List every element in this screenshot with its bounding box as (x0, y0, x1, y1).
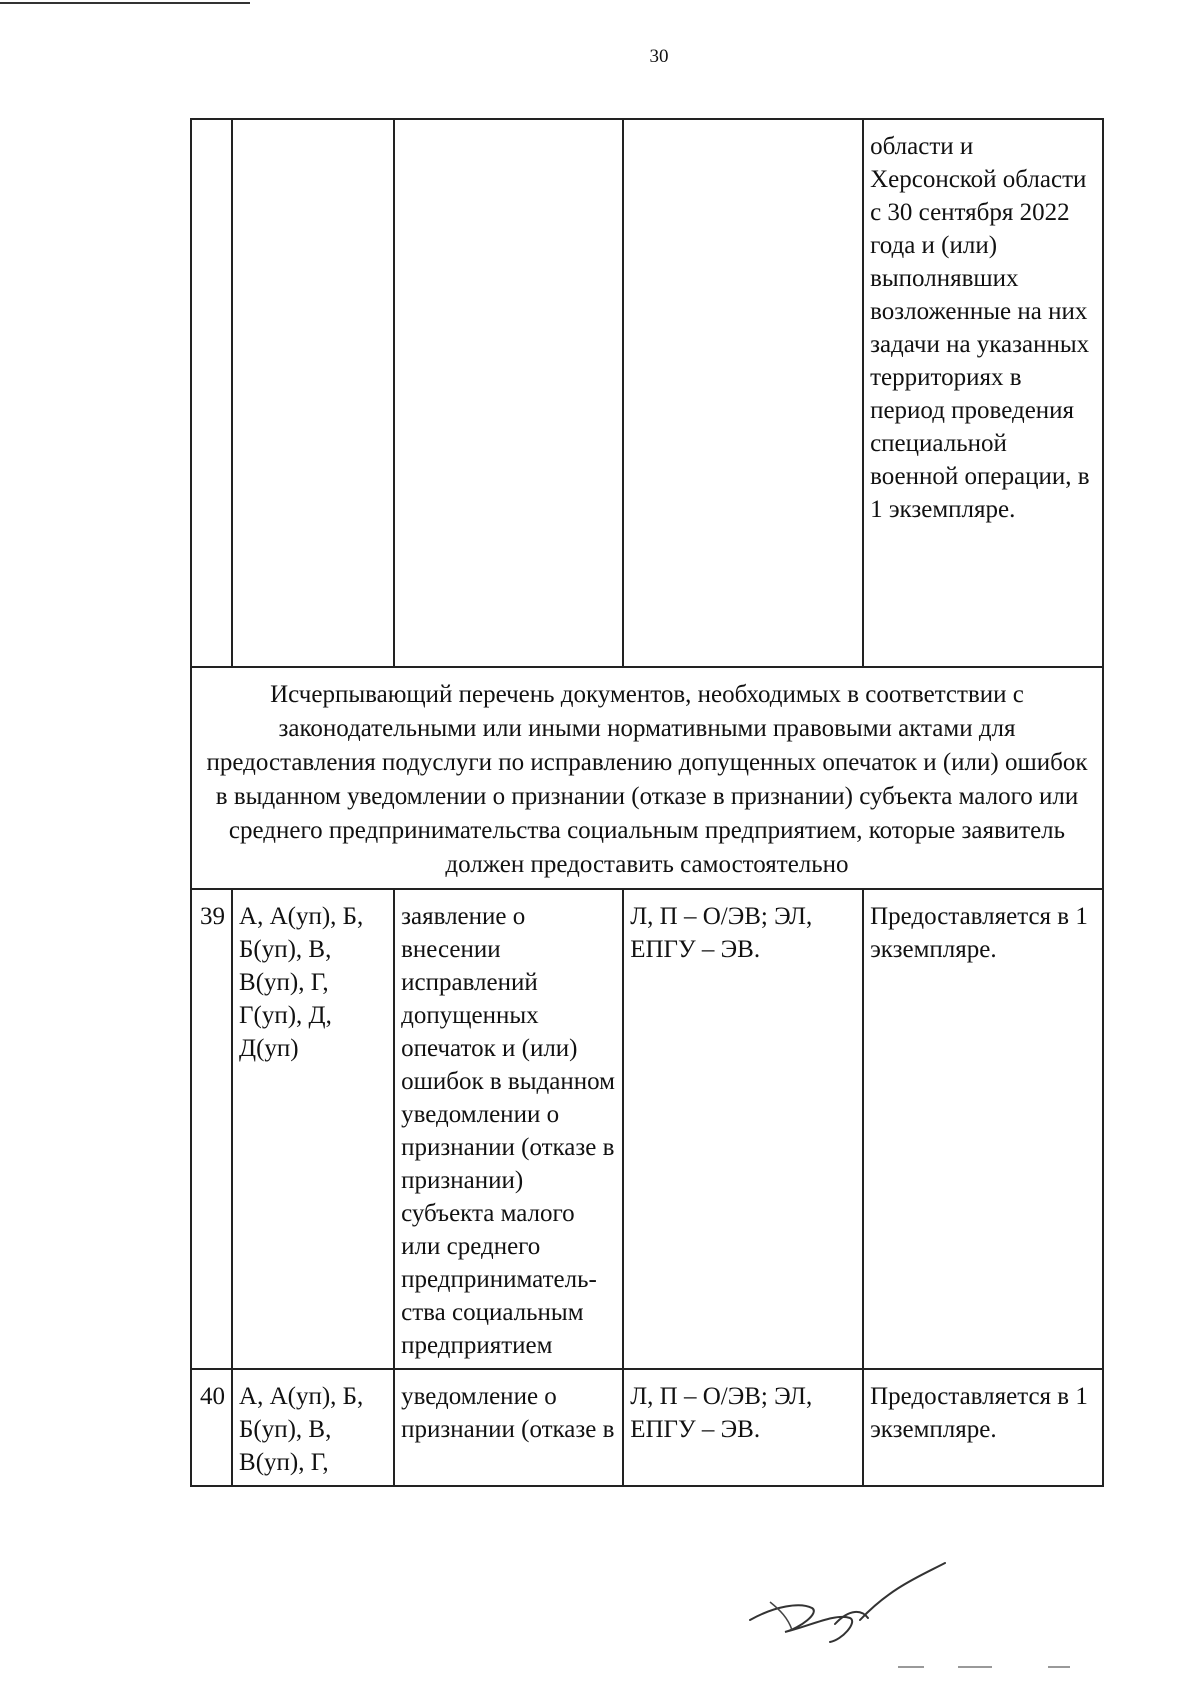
row-document: заявление о внесении исправлений допущенных опечаток и (или) ошибок в выданном уведомлении о признании (отказе в признании) субъекта малого или среднего предпринимательства социальным предприятием (394, 889, 623, 1369)
table-cell-number (191, 119, 232, 667)
table-cell-document (394, 119, 623, 667)
row-note: Предоставляется в 1 экземпляре. (863, 889, 1103, 1369)
scan-mark (1048, 1666, 1070, 1668)
table-cell-categories (232, 119, 394, 667)
top-rule (0, 2, 250, 4)
page-number: 30 (649, 46, 669, 67)
row-categories: А, А(уп), Б, Б(уп), В, В(уп), Г, (232, 1369, 394, 1486)
table-row (191, 1369, 1103, 1486)
table-cell-form (623, 119, 863, 667)
row-number: 39 (191, 889, 232, 1369)
requirements-table (190, 118, 1104, 1487)
row-note: Предоставляется в 1 экземпляре. (863, 1369, 1103, 1486)
row-document: уведомление о признании (отказе в (394, 1369, 623, 1486)
row-form: Л, П – О/ЭВ; ЭЛ, ЕПГУ – ЭВ. (623, 1369, 863, 1486)
row-number: 40 (191, 1369, 232, 1486)
row-categories: А, А(уп), Б, Б(уп), В, В(уп), Г, Г(уп), Д, Д(уп) (232, 889, 394, 1369)
section-header: Исчерпывающий перечень документов, необходимых в соответствии с законодательными или иными нормативными правовыми актами для предоставления подуслуги по исправлению допущенных опечаток и (или) ошибок в выданном уведомлении о признании (отказе в признании) субъекта малого или среднего предпринимательства социальным предприятием, которые заявитель должен предоставить самостоятельно (191, 667, 1103, 889)
scan-mark (898, 1666, 924, 1668)
handwritten-signature-icon (740, 1558, 960, 1648)
scan-mark (958, 1666, 992, 1668)
section-header-row (191, 667, 1103, 889)
table-row (191, 889, 1103, 1369)
row-form: Л, П – О/ЭВ; ЭЛ, ЕПГУ – ЭВ. (623, 889, 863, 1369)
table-row-continued (191, 119, 1103, 667)
table-cell-note: области и Херсонской области с 30 сентября 2022 года и (или) выполнявших возложенные на них задачи на указанных территориях в период проведения специальной военной операции, в 1 экземпляре. (863, 119, 1103, 667)
